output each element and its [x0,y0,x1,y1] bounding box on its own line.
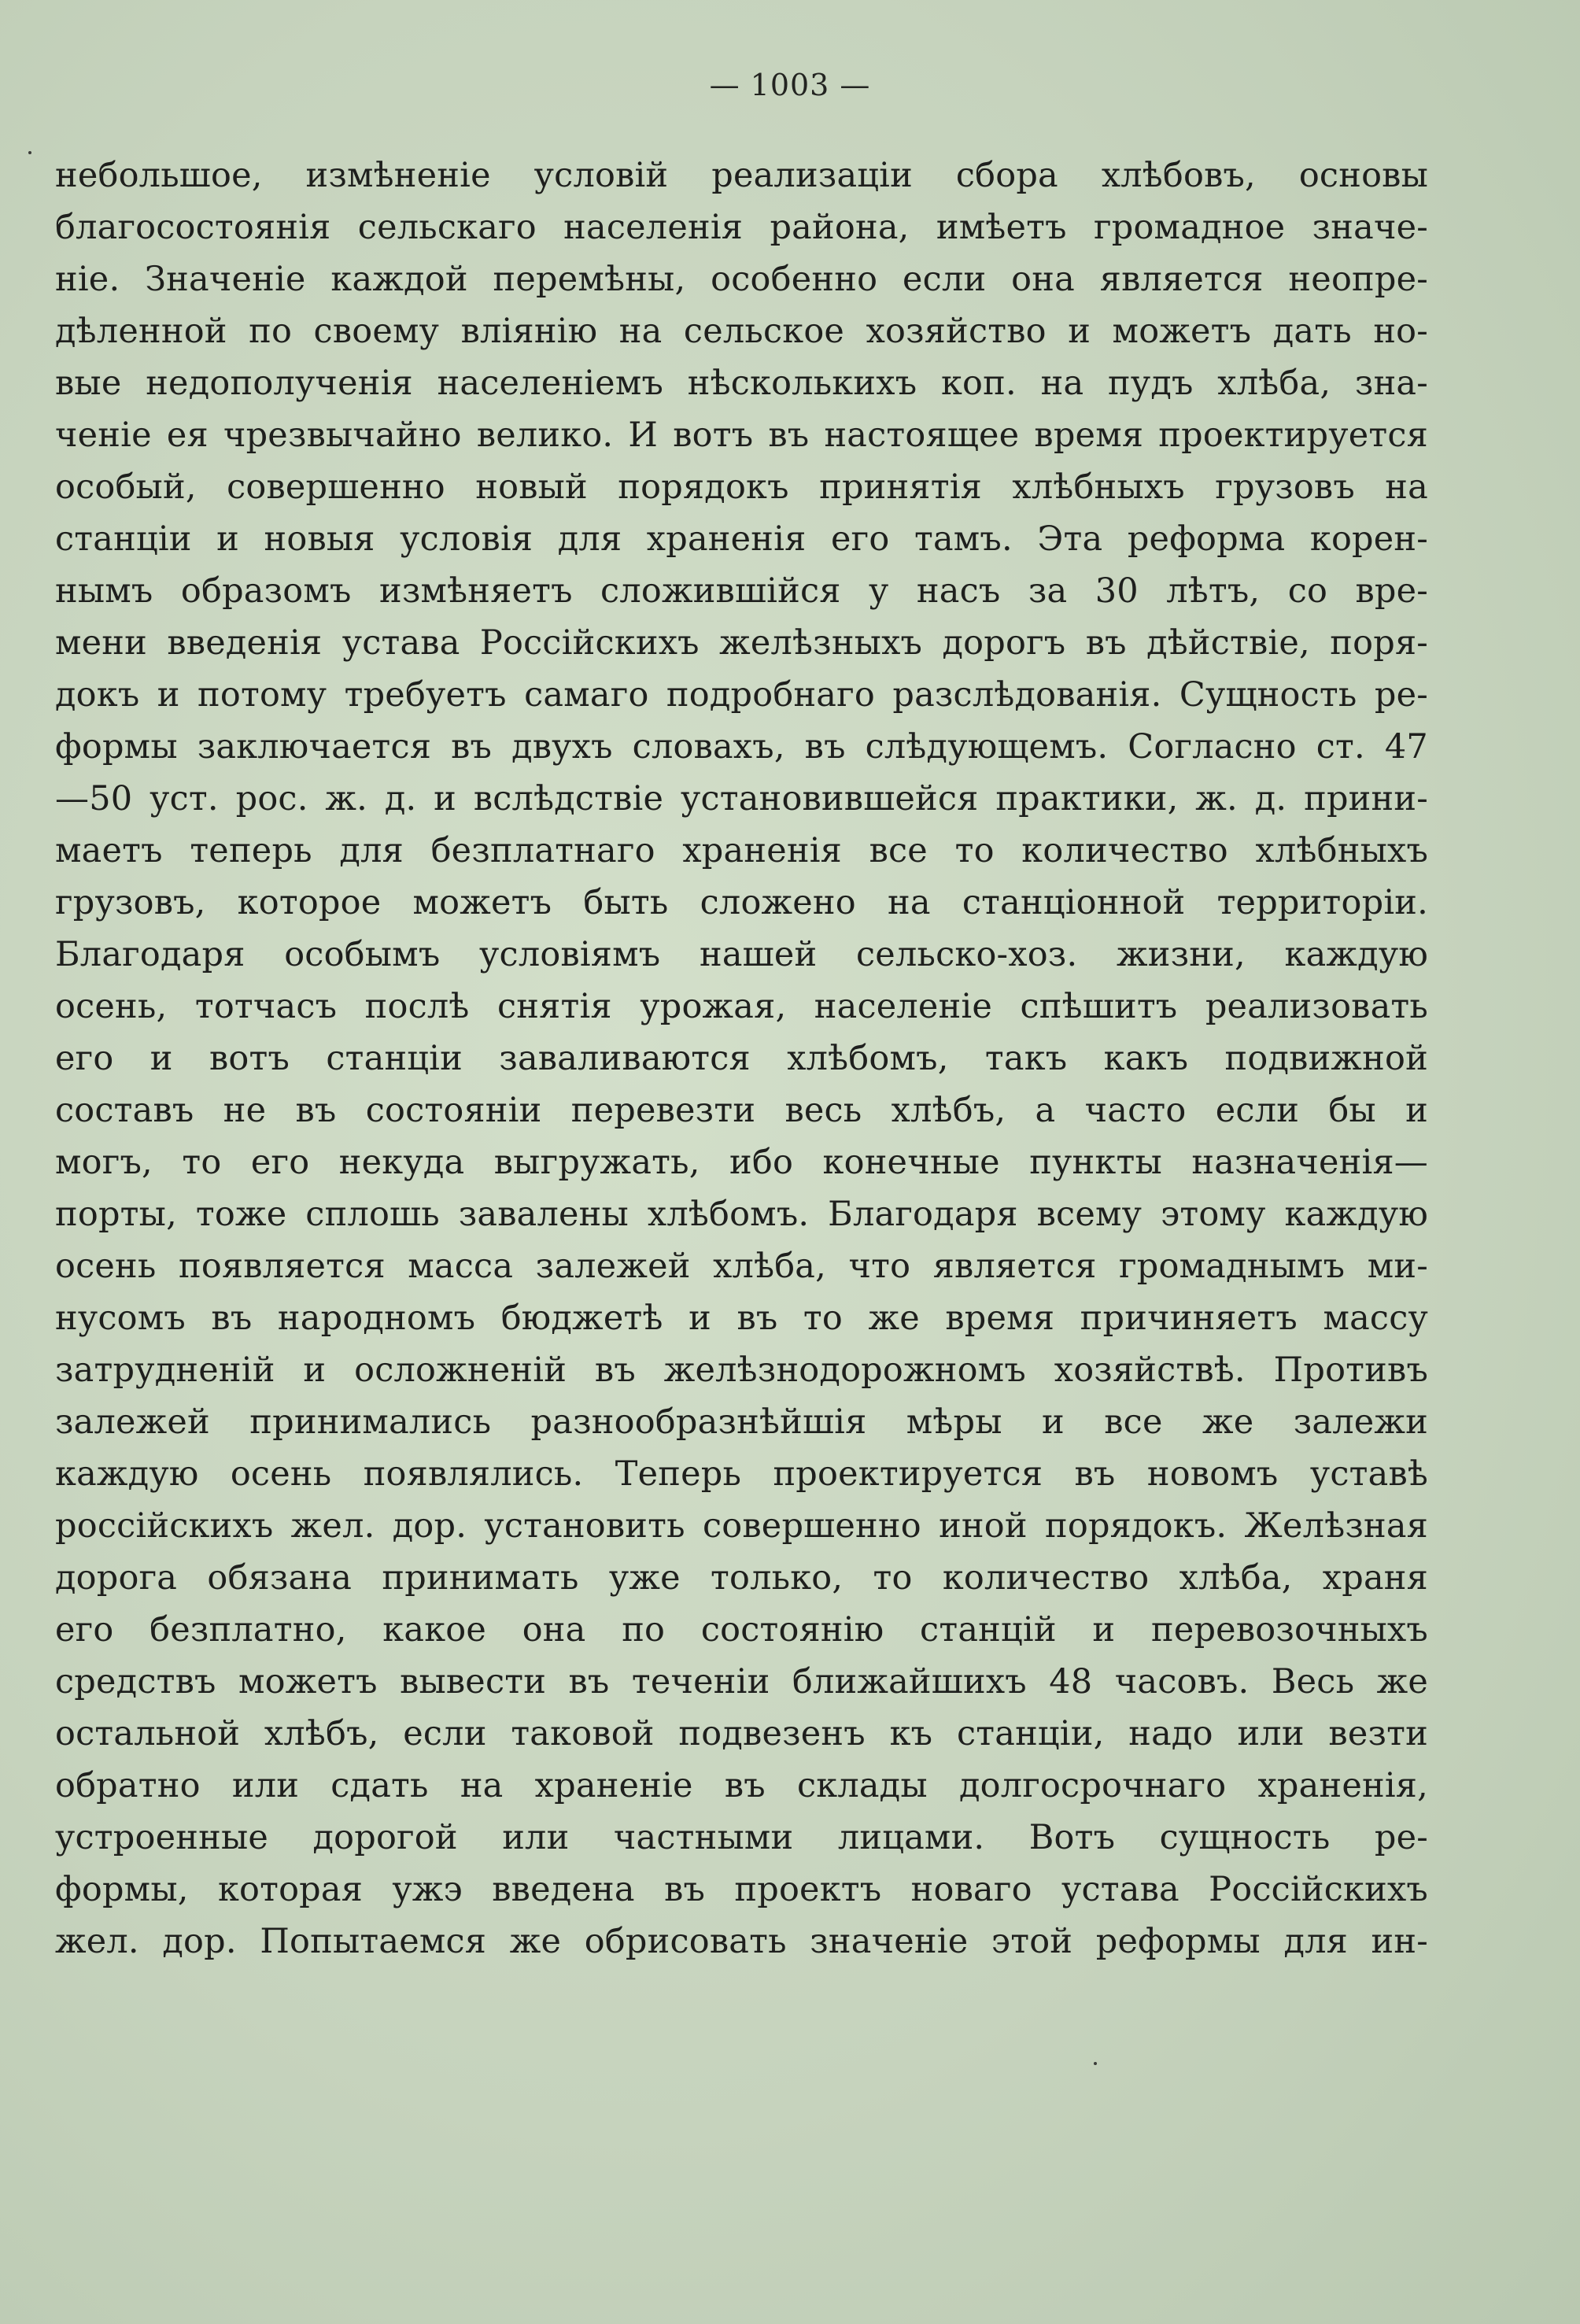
text-line: маетъ теперь для безплатнаго храненія все то количество хлѣбныхъ [55,831,1428,870]
text-line: станціи и новыя условія для храненія его тамъ. Эта реформа корен- [55,519,1428,559]
text-line: ченіе ея чрезвычайно велико. И вотъ въ настоящее время проектируется [55,416,1428,455]
text-line: каждую осень появлялись. Теперь проектируется въ новомъ уставѣ [55,1454,1428,1494]
text-line: составъ не въ состояніи перевезти весь хлѣбъ, а часто если бы и [55,1091,1428,1130]
ink-speck [1094,2062,1097,2065]
text-line: его и вотъ станціи заваливаются хлѣбомъ, такъ какъ подвижной [55,1039,1428,1078]
text-line: грузовъ, которое можетъ быть сложено на станціонной территоріи. [55,883,1428,922]
text-line: залежей принимались разнообразнѣйшія мѣры и все же залежи [55,1402,1428,1442]
text-line: формы заключается въ двухъ словахъ, въ слѣдующемъ. Согласно ст. 47 [55,727,1428,767]
text-line: могъ, то его некуда выгружать, ибо конечные пункты назначенія— [55,1143,1428,1182]
text-line: затрудненій и осложненій въ желѣзнодорожномъ хозяйствѣ. Противъ [55,1350,1428,1390]
text-line: устроенные дорогой или частными лицами. Вотъ сущность ре- [55,1818,1428,1857]
text-line: нусомъ въ народномъ бюджетѣ и въ то же время причиняетъ массу [55,1299,1428,1338]
text-line: дорога обязана принимать уже только, то количество хлѣба, храня [55,1558,1428,1598]
text-line: мени введенія устава Россійскихъ желѣзныхъ дорогъ въ дѣйствіе, поря- [55,623,1428,663]
text-line: благосостоянія сельскаго населенія района, имѣетъ громадное значе- [55,208,1428,247]
text-line: обратно или сдать на храненіе въ склады долгосрочнаго храненія, [55,1766,1428,1805]
text-line: жел. дор. Попытаемся же обрисовать значеніе этой реформы для ин- [55,1922,1428,1961]
text-line: Благодаря особымъ условіямъ нашей сельско-хоз. жизни, каждую [55,935,1428,974]
text-line: осень появляется масса залежей хлѣба, что является громаднымъ ми- [55,1247,1428,1286]
text-line: порты, тоже сплошь завалены хлѣбомъ. Благодаря всему этому каждую [55,1195,1428,1234]
ink-speck [28,151,31,154]
text-line: его безплатно, какое она по состоянію станцій и перевозочныхъ [55,1610,1428,1650]
text-line: россійскихъ жел. дор. установить совершенно иной порядокъ. Желѣзная [55,1506,1428,1546]
text-line: вые недополученія населеніемъ нѣсколькихъ коп. на пудъ хлѣба, зна- [55,364,1428,403]
text-line: ніе. Значеніе каждой перемѣны, особенно если она является неопре- [55,260,1428,299]
text-line: остальной хлѣбъ, если таковой подвезенъ къ станціи, надо или везти [55,1714,1428,1753]
text-line: нымъ образомъ измѣняетъ сложившійся у насъ за 30 лѣтъ, со вре- [55,571,1428,611]
text-line: осень, тотчасъ послѣ снятія урожая, населеніе спѣшитъ реализовать [55,987,1428,1026]
body-text [55,150,1428,1967]
text-line: средствъ можетъ вывести въ теченіи ближайшихъ 48 часовъ. Весь же [55,1662,1428,1701]
text-line: особый, совершенно новый порядокъ принятія хлѣбныхъ грузовъ на [55,467,1428,507]
text-line: докъ и потому требуетъ самаго подробнаго разслѣдованія. Сущность ре- [55,675,1428,715]
text-line: дѣленной по своему вліянію на сельское хозяйство и можетъ дать но- [55,312,1428,351]
text-line: формы, которая ужэ введена въ проектъ новаго устава Россійскихъ [55,1870,1428,1909]
text-line: небольшое, измѣненіе условій реализаціи сбора хлѣбовъ, основы [55,156,1428,195]
page-number: — 1003 — [709,68,871,102]
text-line: —50 уст. рос. ж. д. и вслѣдствіе установившейся практики, ж. д. прини- [55,779,1428,818]
